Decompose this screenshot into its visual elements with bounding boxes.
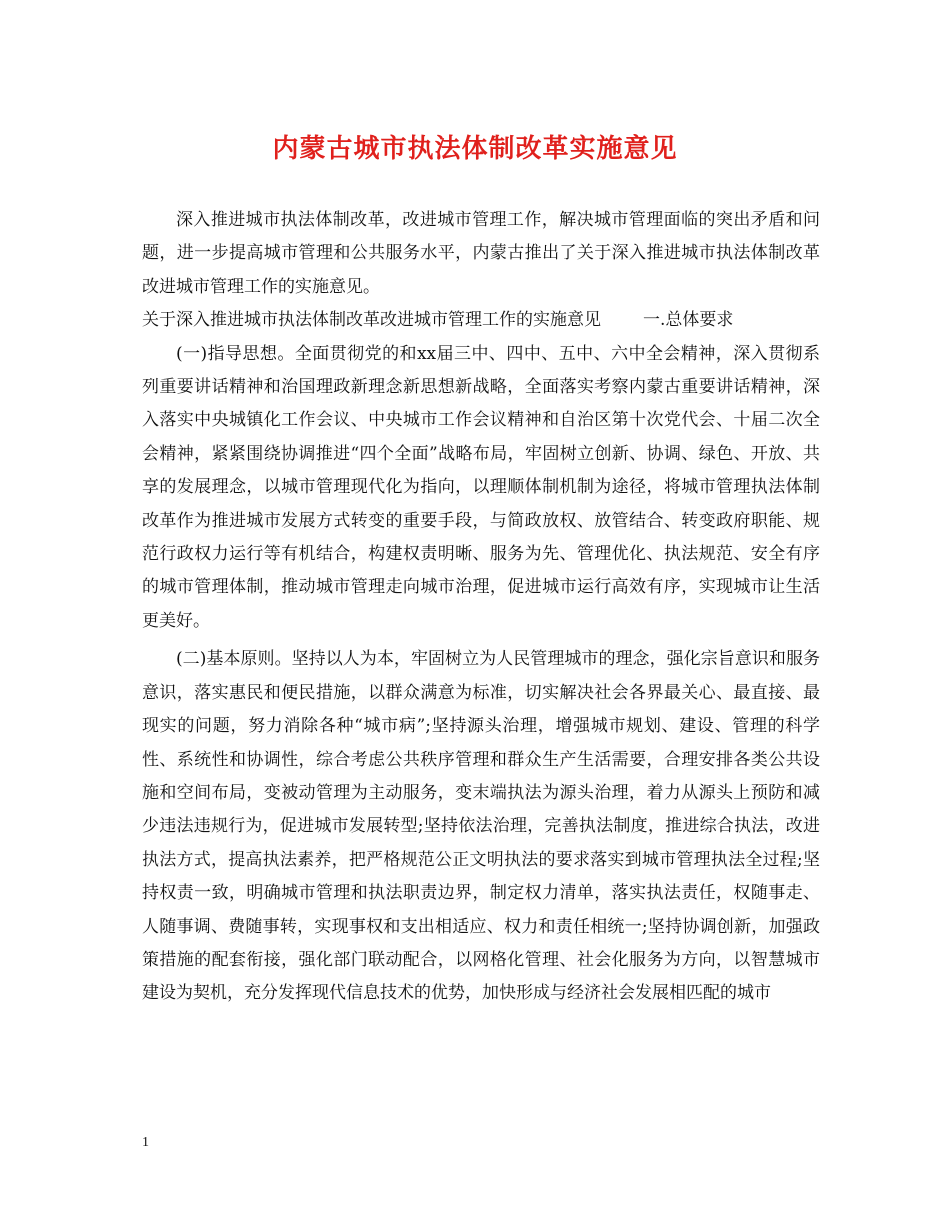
intro-paragraph: 深入推进城市执法体制改革，改进城市管理工作，解决城市管理面临的突出矛盾和问题，进一步提高城市管理和公共服务水平，内蒙古推出了关于深入推进城市执法体制改革改进城市管理工作的实施意见。 xyxy=(142,210,820,297)
heading-line-left: 关于深入推进城市执法体制改革改进城市管理工作的实施意见 xyxy=(142,310,601,331)
document-title: 内蒙古城市执法体制改革实施意见 xyxy=(272,134,678,164)
heading-line xyxy=(142,304,820,337)
heading-line-right: 一.总体要求 xyxy=(643,310,734,331)
section-basic-principles: (二)基本原则。坚持以人为本，牢固树立为人民管理城市的理念，强化宗旨意识和服务意识，落实惠民和便民措施，以群众满意为标准，切实解决社会各界最关心、最直接、最现实的问题，努力消除各种“城市病”;坚持源头治理，增强城市规划、建设、管理的科学性、系统性和协调性，综合考虑公共秩序管理和群众生产生活需要，合理安排各类公共设施和空间布局，变被动管理为主动服务，变末端执法为源头治理，着力从源头上预防和减少违法违规行为，促进城市发展转型;坚持依法治理，完善执法制度，推进综合执法，改进执法方式，提高执法素养，把严格规范公正文明执法的要求落实到城市管理执法全过程;坚持权责一致，明确城市管理和执法职责边界，制定权力清单，落实执法责任，权随事走、人随事调、费随事转，实现事权和支出相适应、权力和责任相统一;坚持协调创新，加强政策措施的配套衔接，强化部门联动配合，以网格化管理、社会化服务为方向，以智慧城市建设为契机，充分发挥现代信息技术的优势，加快形成与经济社会发展相匹配的城市 xyxy=(142,649,820,1004)
document-body xyxy=(142,204,820,1011)
section-guiding-thought: (一)指导思想。全面贯彻党的和xx届三中、四中、五中、六中全会精神，深入贯彻系列重要讲话精神和治国理政新理念新思想新战略，全面落实考察内蒙古重要讲话精神，深入落实中央城镇化工作会议、中央城市工作会议精神和自治区第十次党代会、十届二次全会精神，紧紧围绕协调推进“四个全面”战略布局，牢固树立创新、协调、绿色、开放、共享的发展理念，以城市管理现代化为指向，以理顺体制机制为途径，将城市管理执法体制改革作为推进城市发展方式转变的重要手段，与简政放权、放管结合、转变政府职能、规范行政权力运行等有机结合，构建权责明晰、服务为先、管理优化、执法规范、安全有序的城市管理体制，推动城市管理走向城市治理，促进城市运行高效有序，实现城市让生活更美好。 xyxy=(142,343,820,631)
page-number: 1 xyxy=(142,1135,149,1150)
